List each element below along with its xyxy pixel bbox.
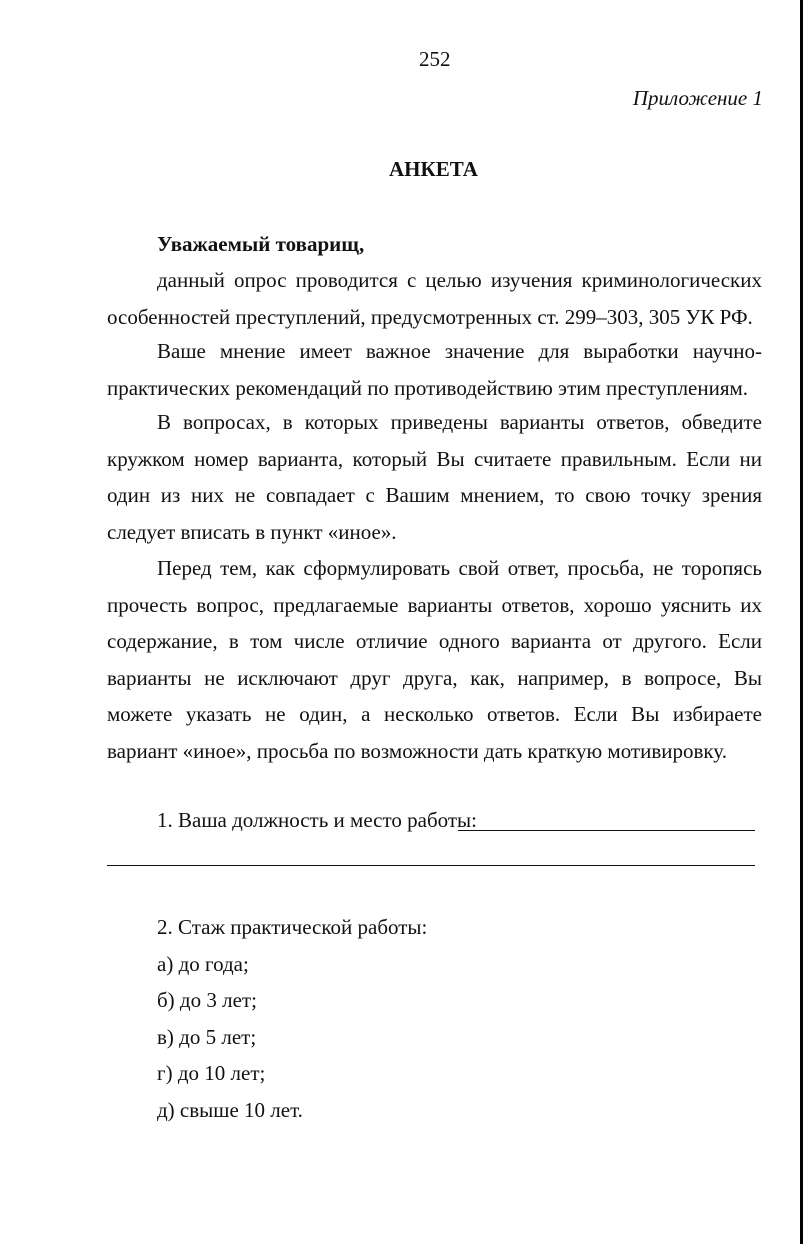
document-title: АНКЕТА bbox=[389, 157, 478, 181]
appendix-label: Приложение 1 bbox=[632, 86, 763, 110]
question-2-option-d[interactable]: г) до 10 лет; bbox=[157, 1061, 266, 1085]
question-1-label: 1. Ваша должность и место работы: bbox=[157, 808, 477, 832]
page-number: 252 bbox=[419, 47, 451, 71]
intro-paragraph-4: Перед тем, как сформулировать свой ответ, просьба, не торопясь прочесть вопрос, предлагаемые варианты ответов, хорошо уяснить их содержание, в том числе отличие одного варианта от другого. Если варианты не исключают друг друга, как, например, в вопросе, Вы можете указать не один, а несколько ответов. Если Вы избираете вариант «иное», просьба по возможности дать краткую мотивировку. bbox=[107, 556, 762, 763]
question-1-answer-line-2[interactable] bbox=[107, 865, 755, 866]
salutation: Уважаемый товарищ, bbox=[157, 232, 365, 256]
intro-paragraph-1: данный опрос проводится с целью изучения криминологических особенностей преступлений, предусмотренных ст. 299–303, 305 УК РФ. bbox=[107, 268, 762, 329]
question-1-answer-line[interactable] bbox=[458, 830, 755, 831]
intro-paragraph-2: Ваше мнение имеет важное значение для выработки научно-практических рекомендаций по противодействию этим преступлениям. bbox=[107, 339, 762, 400]
question-2-option-c[interactable]: в) до 5 лет; bbox=[157, 1025, 257, 1049]
question-2-option-e[interactable]: д) свыше 10 лет. bbox=[157, 1098, 303, 1122]
question-2-option-a[interactable]: а) до года; bbox=[157, 952, 249, 976]
question-2-option-b[interactable]: б) до 3 лет; bbox=[157, 988, 257, 1012]
question-2-label: 2. Стаж практической работы: bbox=[157, 915, 428, 939]
intro-paragraph-3: В вопросах, в которых приведены варианты ответов, обведите кружком номер варианта, который Вы считаете правильным. Если ни один из них не совпадает с Вашим мнением, то свою точку зрения следует вписать в пункт «иное». bbox=[107, 410, 762, 544]
